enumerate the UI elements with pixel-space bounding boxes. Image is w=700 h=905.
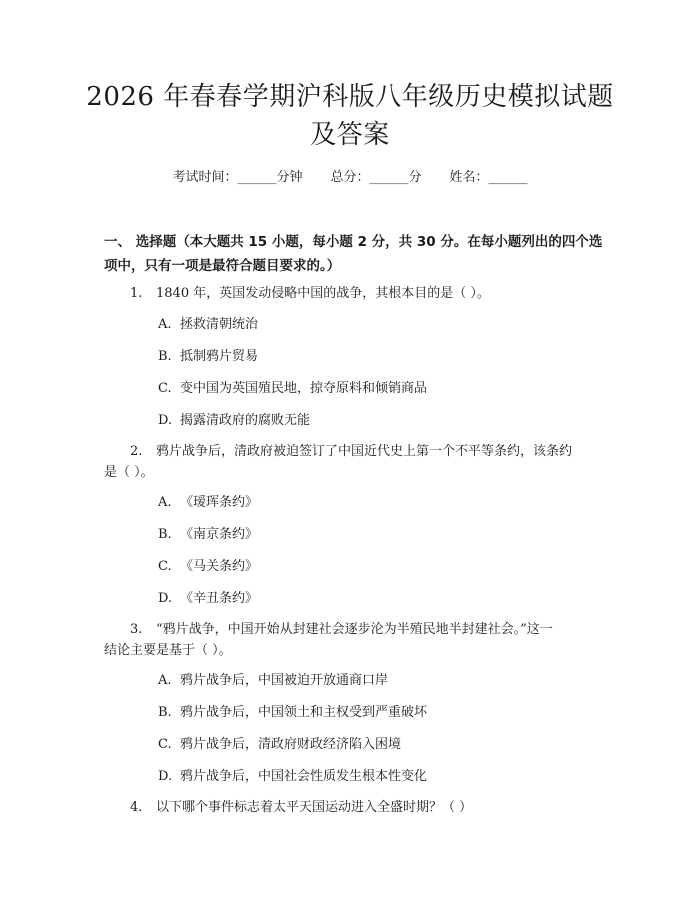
exam-time-field: 考试时间：______分钟: [172, 170, 303, 185]
option-text: 揭露清政府的腐败无能: [180, 413, 311, 428]
option-text: 鸦片战争后，中国被迫开放通商口岸: [180, 673, 389, 688]
name-field: 姓名：______: [449, 170, 528, 185]
option-letter: B.: [158, 705, 172, 720]
total-score-field: 总分：______分: [330, 170, 422, 185]
answer-option: [158, 588, 258, 610]
option-letter: D.: [158, 769, 173, 784]
option-text: 鸦片战争后，中国领土和主权受到严重破坏: [180, 705, 428, 720]
question-number: 4.: [130, 800, 143, 815]
answer-option: [158, 670, 388, 692]
answer-option: [158, 702, 427, 724]
exam-meta: [0, 168, 700, 188]
question-text: 以下哪个事件标志着太平天国运动进入全盛时期？（ ）: [156, 800, 473, 815]
option-text: 拯救清朝统治: [180, 317, 259, 332]
question-text: 鸦片战争后，清政府被迫签订了中国近代史上第一个不平等条约，该条约: [156, 444, 573, 459]
option-letter: C.: [158, 559, 172, 574]
option-letter: D.: [158, 591, 173, 606]
question-text: “鸦片战争，中国开始从封建社会逐步沦为半殖民地半封建社会。”这一: [156, 622, 553, 637]
option-text: 抵制鸦片贸易: [180, 349, 259, 364]
page-title: 2026 年春春学期沪科版八年级历史模拟试题: [86, 82, 614, 112]
question-stem: [130, 619, 553, 641]
option-text: 变中国为英国殖民地，掠夺原料和倾销商品: [180, 381, 428, 396]
answer-option: [158, 556, 258, 578]
answer-option: [158, 410, 310, 432]
option-letter: C.: [158, 381, 172, 396]
question-number: 3.: [130, 622, 143, 637]
option-letter: A.: [158, 317, 172, 332]
question-stem: [130, 797, 472, 819]
option-text: 《辛丑条约》: [180, 591, 259, 606]
answer-option: [158, 524, 258, 546]
option-letter: D.: [158, 413, 173, 428]
option-text: 《南京条约》: [180, 527, 259, 542]
section-heading: 一、 选择题（本大题共 15 小题，每小题 2 分，共 30 分。在每小题列出的四个选: [104, 234, 603, 250]
option-letter: B.: [158, 349, 172, 364]
answer-option: [158, 734, 401, 756]
answer-option: [158, 314, 258, 336]
option-letter: A.: [158, 495, 172, 510]
option-letter: C.: [158, 737, 172, 752]
option-text: 《马关条约》: [180, 559, 259, 574]
option-text: 鸦片战争后，清政府财政经济陷入困境: [180, 737, 402, 752]
question-stem: [130, 283, 490, 305]
option-text: 鸦片战争后，中国社会性质发生根本性变化: [180, 769, 428, 784]
question-number: 1.: [130, 286, 143, 301]
page-title-continued: 及答案: [310, 120, 390, 150]
answer-option: [158, 346, 258, 368]
answer-option: [158, 766, 427, 788]
option-text: 《瑷珲条约》: [180, 495, 259, 510]
answer-option: [158, 378, 427, 400]
question-number: 2.: [130, 444, 143, 459]
question-stem: [130, 441, 572, 463]
question-text-continued: 是（ ）。: [104, 465, 154, 480]
question-text: 1840 年，英国发动侵略中国的战争，其根本目的是（ ）。: [156, 286, 490, 301]
section-heading-continued: 项中，只有一项是最符合题目要求的。）: [104, 258, 341, 274]
question-text-continued: 结论主要是基于（ ）。: [104, 643, 232, 658]
option-letter: A.: [158, 673, 172, 688]
option-letter: B.: [158, 527, 172, 542]
answer-option: [158, 492, 258, 514]
